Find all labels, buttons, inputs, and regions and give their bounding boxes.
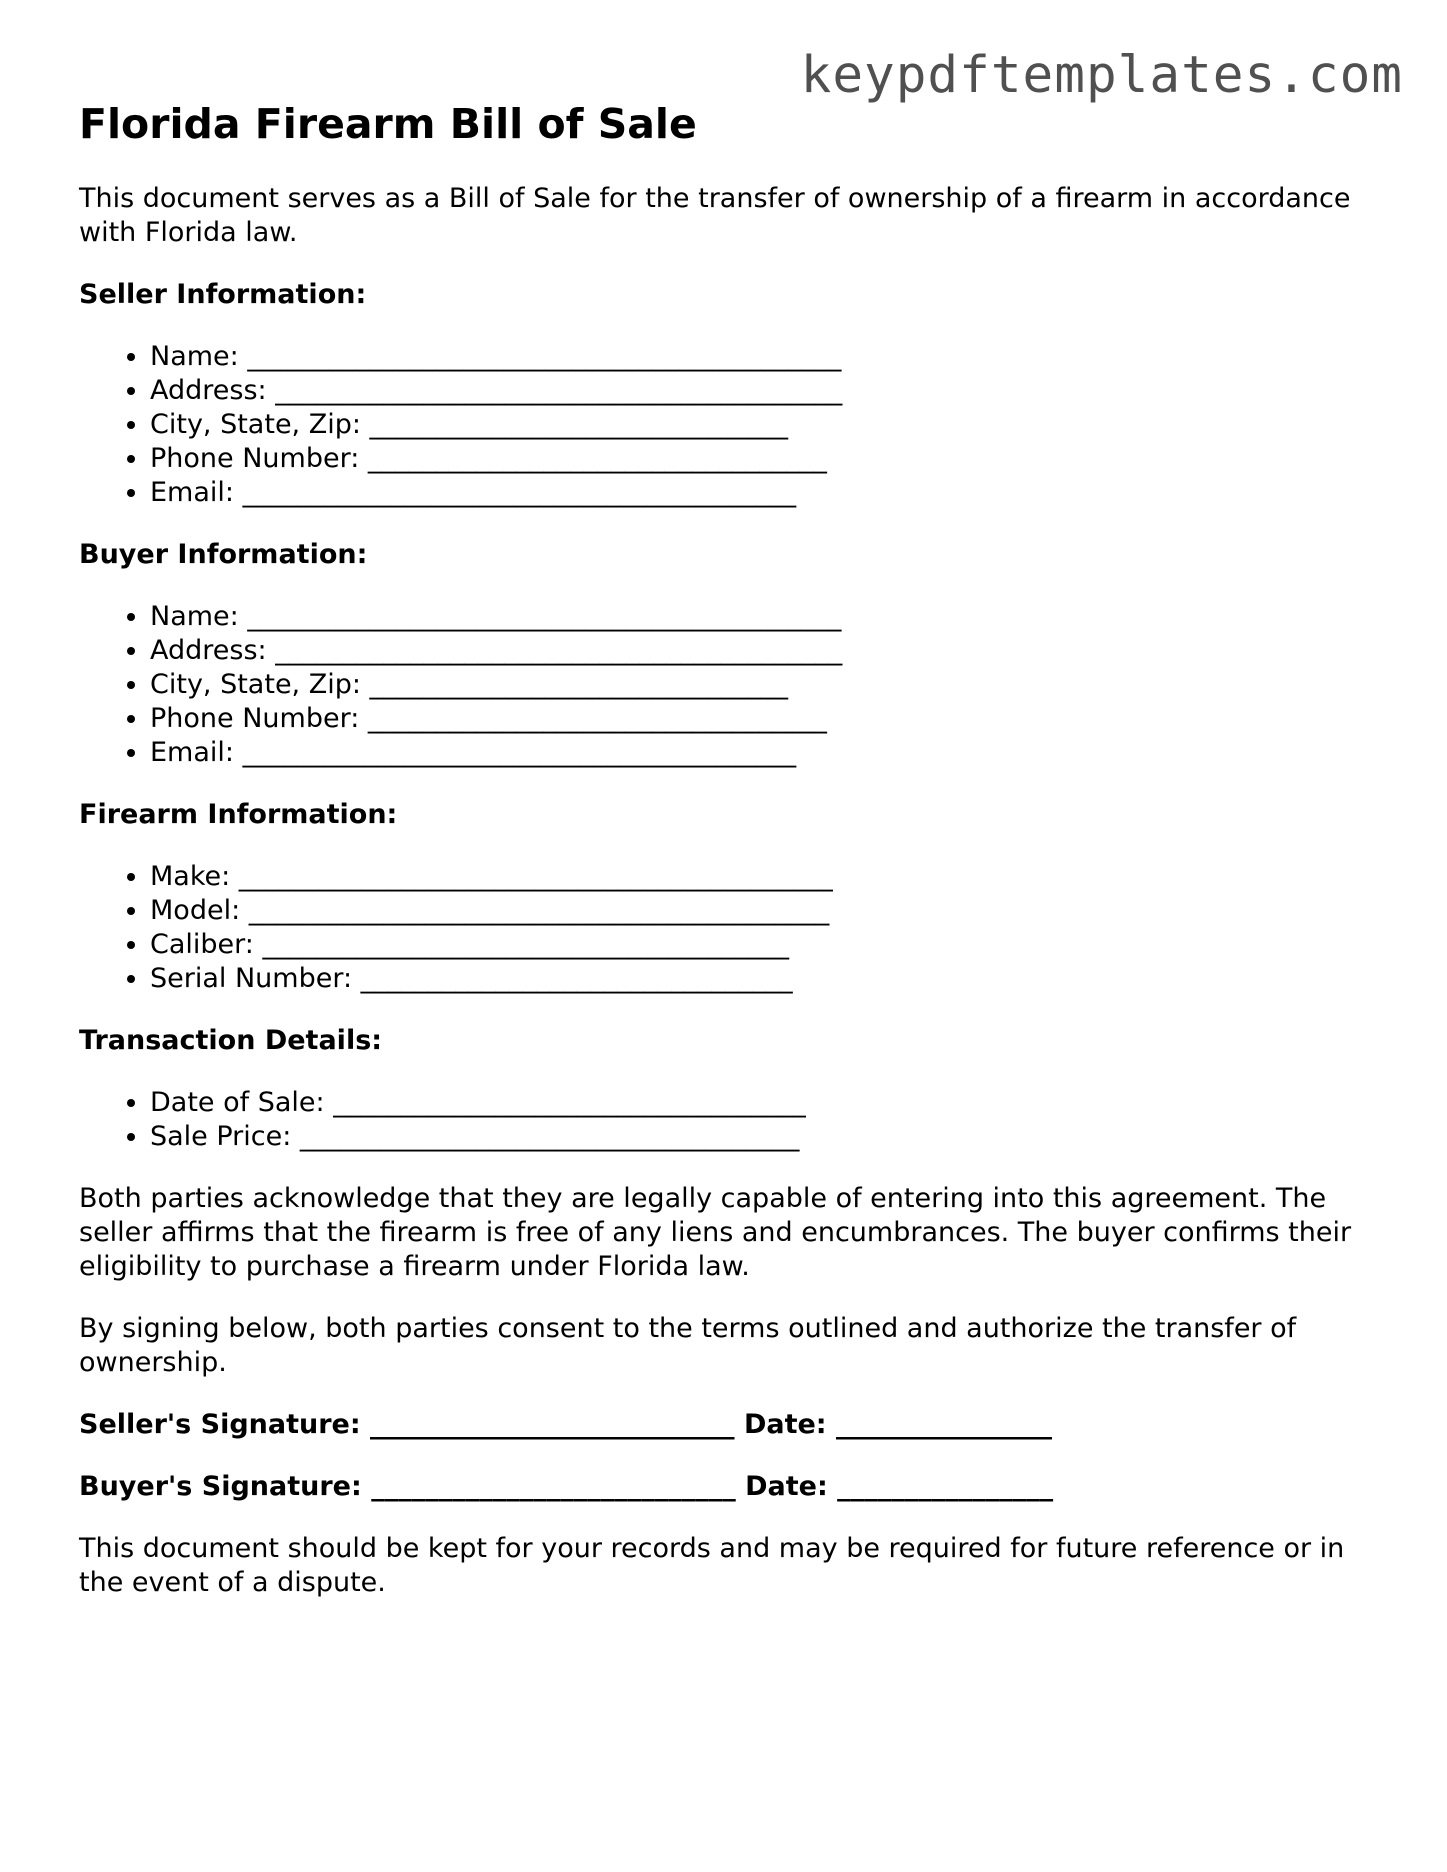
buyer-fields [79, 600, 1379, 770]
date-of-sale-field: • Date of Sale: ___________________________________ [150, 1086, 1379, 1120]
seller-fields [79, 340, 1379, 510]
transaction-fields [79, 1086, 1379, 1154]
seller-heading: Seller Information: [79, 279, 367, 310]
buyer-phone-field: • Phone Number: __________________________________ [150, 702, 1379, 736]
seller-address-field: • Address: __________________________________________ [150, 374, 1379, 408]
acknowledgement-paragraph: Both parties acknowledge that they are legally capable of entering into this agreement. The seller affirms that the firearm is free of any liens and encumbrances. The buyer confirms their eligibility to purchase a firearm under Florida law. [79, 1183, 1352, 1282]
buyer-address-field: • Address: __________________________________________ [150, 634, 1379, 668]
document-page [79, 96, 1379, 1600]
buyer-heading: Buyer Information: [79, 539, 368, 570]
consent-paragraph: By signing below, both parties consent to the terms outlined and authorize the transfer of ownership. [79, 1313, 1297, 1378]
firearm-heading: Firearm Information: [79, 799, 398, 830]
seller-signature-line: Seller's Signature: ___________________________ Date: ________________ [79, 1409, 1053, 1440]
watermark: keypdftemplates.com [800, 46, 1403, 105]
firearm-fields [79, 860, 1379, 996]
seller-email-field: • Email: _________________________________________ [150, 476, 1379, 510]
firearm-model-field: • Model: ___________________________________________ [150, 894, 1379, 928]
footer-note: This document should be kept for your records and may be required for future reference or in the event of a dispute. [79, 1533, 1345, 1598]
buyer-name-field: • Name: ____________________________________________ [150, 600, 1379, 634]
seller-name-field: • Name: ____________________________________________ [150, 340, 1379, 374]
seller-city-state-zip-field: • City, State, Zip: _______________________________ [150, 408, 1379, 442]
document-title: Florida Firearm Bill of Sale [79, 100, 697, 148]
buyer-email-field: • Email: _________________________________________ [150, 736, 1379, 770]
intro-paragraph: This document serves as a Bill of Sale for the transfer of ownership of a firearm in accordance with Florida law. [79, 183, 1351, 248]
seller-phone-field: • Phone Number: __________________________________ [150, 442, 1379, 476]
sale-price-field: • Sale Price: _____________________________________ [150, 1120, 1379, 1154]
firearm-serial-field: • Serial Number: ________________________________ [150, 962, 1379, 996]
buyer-signature-line: Buyer's Signature: ___________________________ Date: ________________ [79, 1471, 1054, 1502]
transaction-heading: Transaction Details: [79, 1025, 383, 1056]
buyer-city-state-zip-field: • City, State, Zip: _______________________________ [150, 668, 1379, 702]
firearm-make-field: • Make: ____________________________________________ [150, 860, 1379, 894]
firearm-caliber-field: • Caliber: _______________________________________ [150, 928, 1379, 962]
